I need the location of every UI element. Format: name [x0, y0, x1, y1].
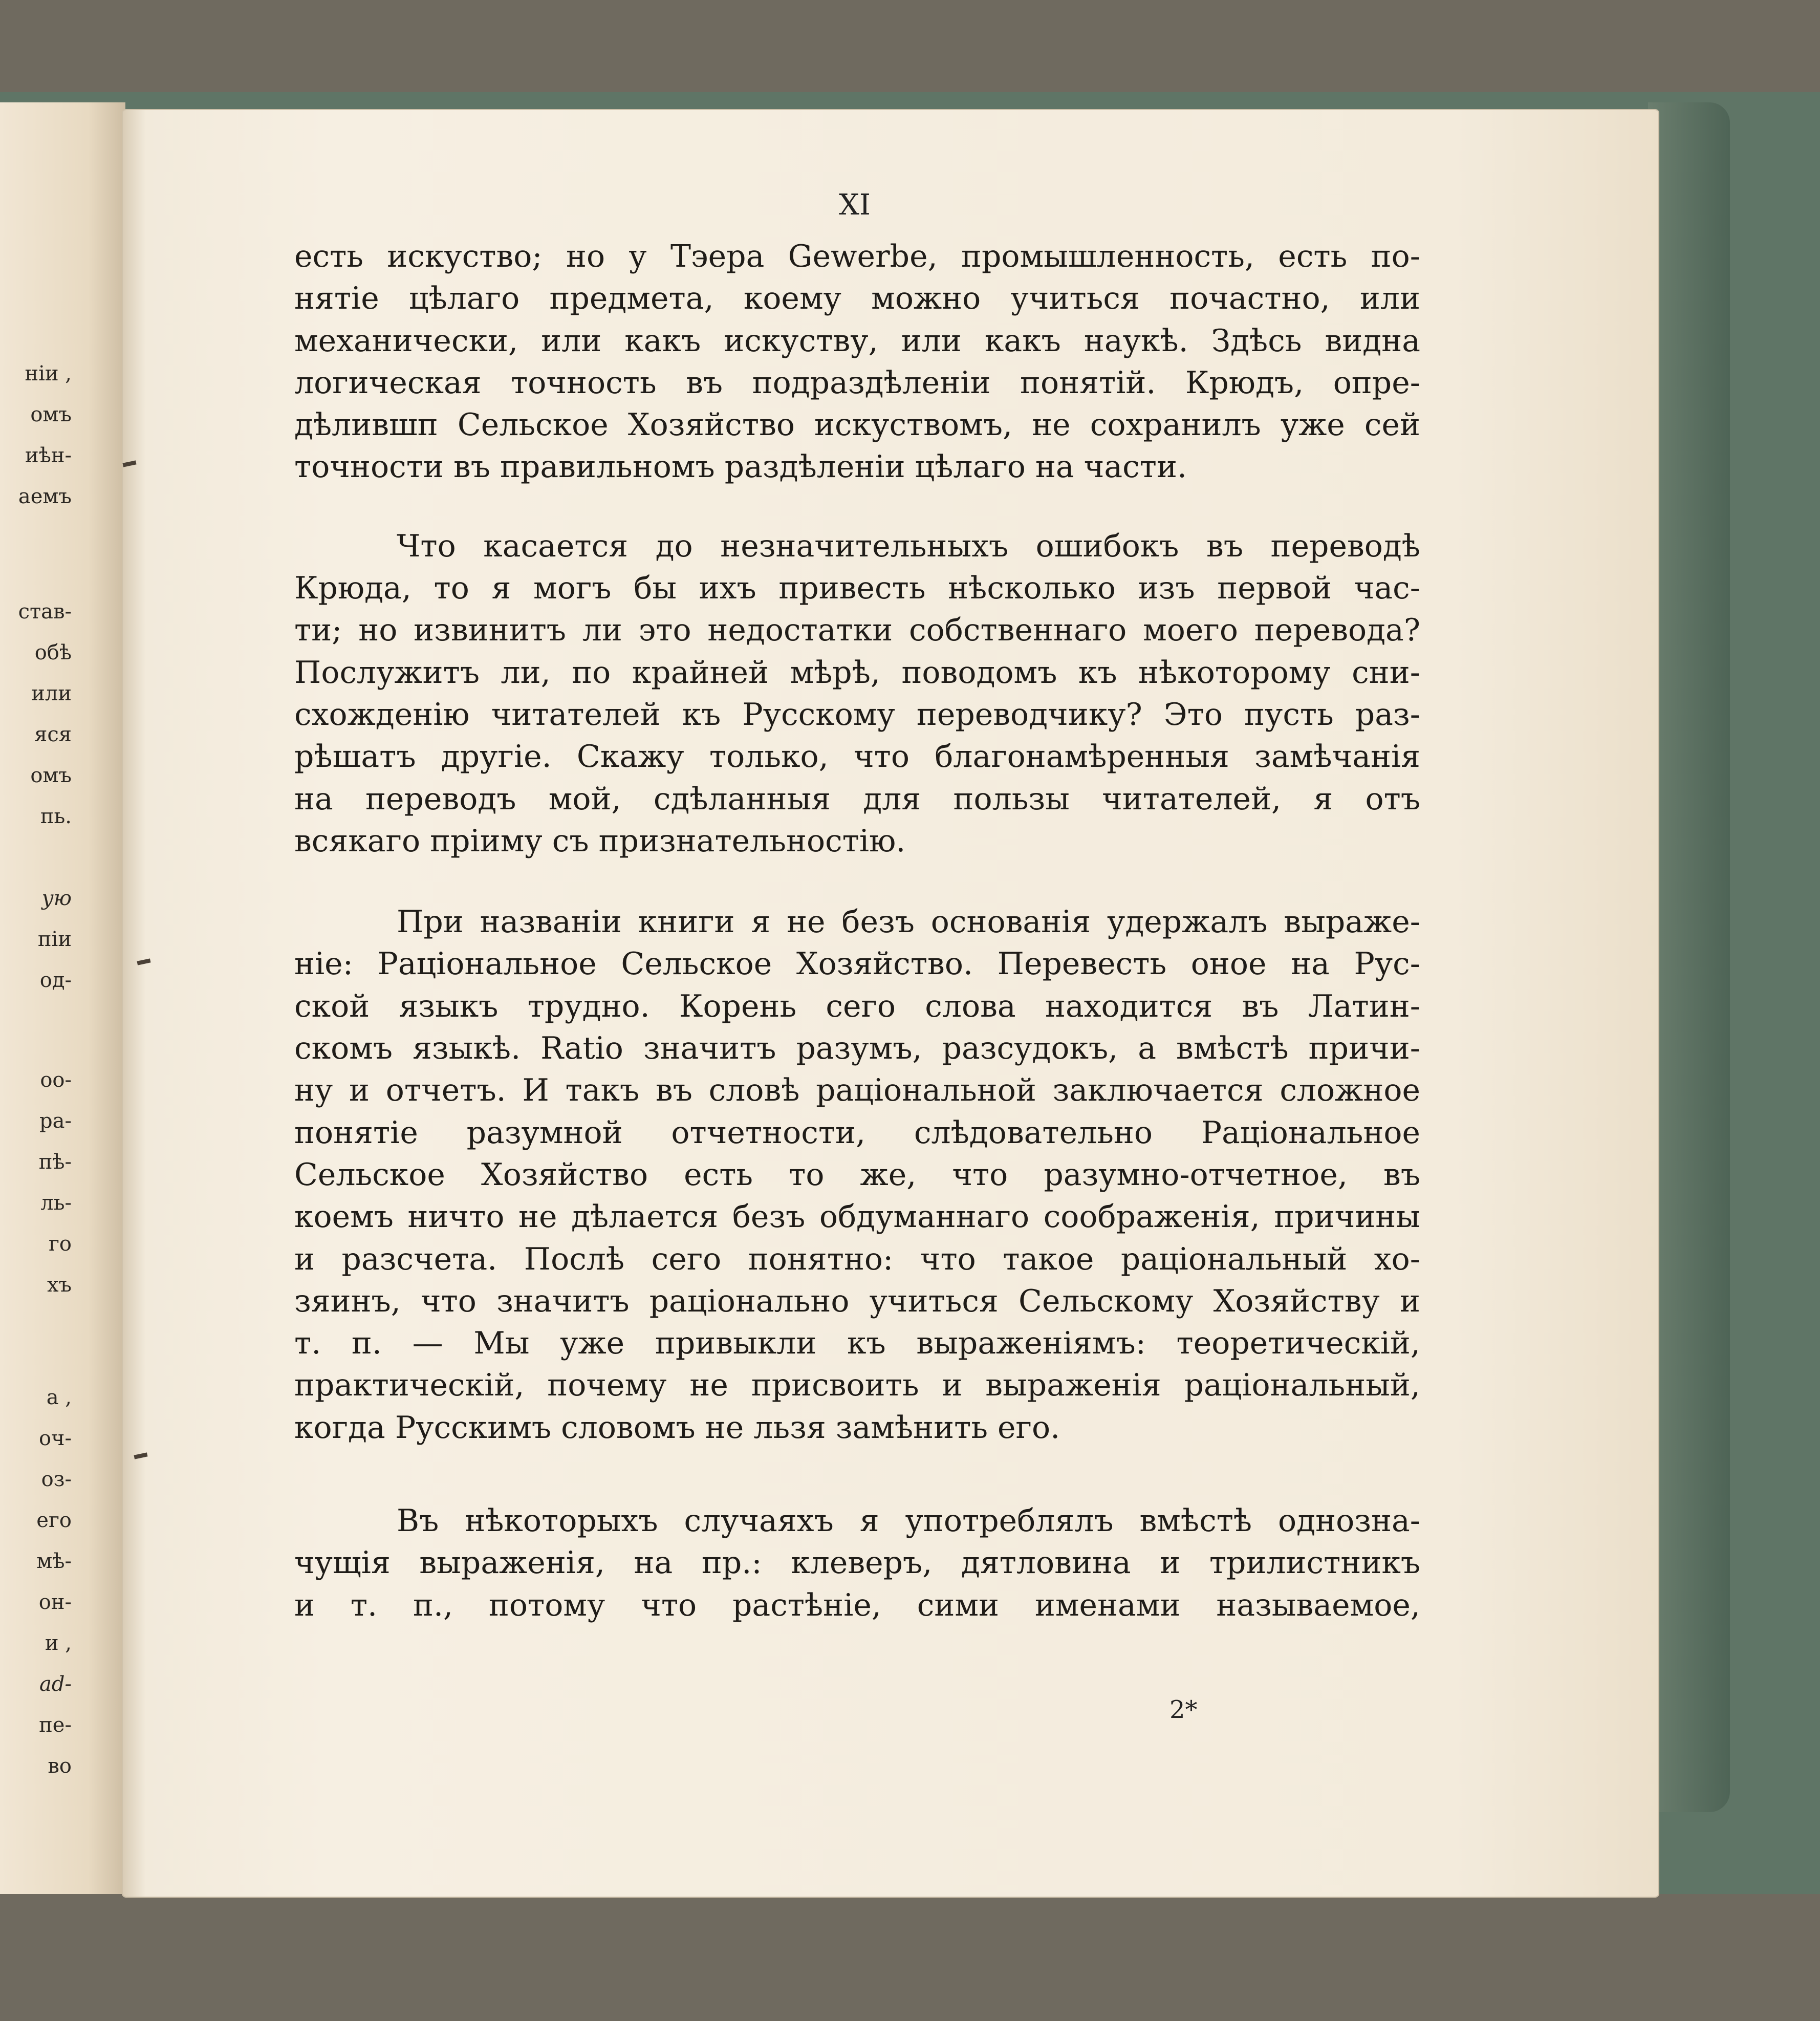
text-line: практическій, почему не присвоить и выраженія раціональный, — [294, 1367, 1420, 1404]
text-line: рѣшатъ другіе. Скажу только, что благонамѣренныя замѣчанія — [294, 739, 1420, 775]
text-line: ской языкъ трудно. Корень сего слова находится въ Латин- — [294, 988, 1420, 1024]
left-page-fragment: а , — [46, 1386, 72, 1409]
text-line: и разсчета. Послѣ сего понятно: что такое раціональный хо- — [294, 1241, 1420, 1277]
left-page-fragment: он- — [38, 1590, 72, 1614]
left-page-fragment: пь. — [40, 805, 72, 828]
left-page-fragment: оз- — [41, 1468, 72, 1491]
text-line: Что касается до незначительныхъ ошибокъ въ переводѣ — [397, 528, 1420, 564]
left-page-fragment: и , — [45, 1631, 72, 1655]
left-page-fragment: пе- — [39, 1713, 72, 1737]
text-line: точности въ правильномъ раздѣленіи цѣлаго на части. — [294, 449, 1187, 485]
left-page-fragment: ую — [41, 887, 72, 910]
left-page-fragment: піи — [37, 928, 72, 951]
text-line: Послужитъ ли, по крайней мѣрѣ, поводомъ къ нѣкоторому сни- — [294, 654, 1420, 691]
left-page-fragment: омъ — [30, 764, 72, 787]
text-line: логическая точность въ подраздѣленіи понятій. Крюдъ, опре- — [294, 364, 1420, 401]
text-line: ну и отчетъ. И такъ въ словѣ раціональной заключается сложное — [294, 1072, 1420, 1109]
left-page-fragment: или — [31, 682, 72, 705]
left-page-fragment: ль- — [40, 1191, 72, 1215]
left-page-fragment: во — [48, 1754, 72, 1778]
text-line: коемъ ничто не дѣлается безъ обдуманнаго соображенія, причины — [294, 1199, 1420, 1235]
left-page-fragment: мѣ- — [36, 1550, 72, 1573]
text-line: зяинъ, что значитъ раціонально учиться Сельскому Хозяйству и — [294, 1283, 1420, 1319]
text-line: на переводъ мой, сдѣланныя для пользы читателей, я отъ — [294, 781, 1420, 817]
text-line: нятіе цѣлаго предмета, коему можно учиться почастно, или — [294, 281, 1420, 317]
left-page-fragment: пѣ- — [38, 1150, 72, 1174]
text-line: всякаго пріиму съ признательностію. — [294, 823, 906, 859]
left-page-fragment: го — [48, 1232, 72, 1256]
text-line: есть искуство; но у Тэера Gewerbe, промышленность, есть по- — [294, 239, 1420, 274]
left-page-fragment: аемъ — [18, 485, 72, 508]
left-page-fragment: яся — [34, 723, 72, 746]
text-line: схожденію читателей къ Русскому переводчику? Это пусть раз- — [294, 696, 1420, 733]
left-page-fragment: иѣн- — [25, 444, 72, 467]
left-page-fragment: оо- — [40, 1068, 72, 1092]
text-line: когда Русскимъ словомъ не льзя замѣнить его. — [294, 1409, 1060, 1446]
text-line: чущія выраженія, на пр.: клеверъ, дятловина и трилистникъ — [294, 1545, 1420, 1581]
signature-mark: 2* — [1169, 1695, 1198, 1724]
page-body — [294, 235, 1420, 1626]
text-line: Въ нѣкоторыхъ случаяхъ я употреблялъ вмѣстѣ однозна- — [397, 1503, 1420, 1539]
paragraph — [294, 1500, 1420, 1626]
text-line: и т. п., потому что растѣніе, сими именами называемое, — [294, 1587, 1420, 1623]
text-line: Крюда, то я могъ бы ихъ привесть нѣсколько изъ первой час- — [294, 570, 1420, 607]
text-line: дѣлившп Сельское Хозяйство искуствомъ, не сохранилъ уже сей — [294, 407, 1420, 443]
paragraph — [294, 235, 1420, 488]
text-line: ніе: Раціональное Сельское Хозяйство. Перевесть оное на Рус- — [294, 946, 1420, 982]
paragraph — [294, 901, 1420, 1449]
text-line: понятіе разумной отчетности, слѣдовательно Раціональное — [294, 1114, 1420, 1151]
text-line: ти; но извинитъ ли это недостатки собственнаго моего перевода? — [294, 612, 1420, 649]
book-cover-edge — [1648, 102, 1730, 1812]
left-page-fragment: ра- — [39, 1109, 72, 1133]
left-page-fragment: од- — [39, 969, 72, 992]
text-line: Сельское Хозяйство есть то же, что разумно-отчетное, въ — [294, 1156, 1420, 1193]
text-line: механически, или какъ искуству, или какъ наукѣ. Здѣсь видна — [294, 322, 1420, 359]
text-line: При названіи книги я не безъ основанія удержалъ выраже- — [397, 904, 1420, 940]
paragraph — [294, 525, 1420, 862]
left-page-fragment: омъ — [30, 403, 72, 426]
left-page-fragment: оч- — [38, 1427, 72, 1450]
left-page-fragment: став- — [18, 600, 72, 624]
left-page-fragment: хъ — [47, 1273, 72, 1297]
left-page-fragment: обѣ — [34, 641, 72, 664]
left-page-fragment: ad- — [39, 1672, 72, 1696]
text-line: т. п. — Мы уже привыкли къ выраженіямъ: теоретическій, — [294, 1325, 1420, 1362]
left-page-fragment: ніи , — [25, 362, 72, 385]
text-line: скомъ языкѣ. Ratio значитъ разумъ, разсудокъ, а вмѣстѣ причи- — [294, 1030, 1420, 1067]
left-page — [0, 102, 125, 1894]
page-number: XI — [839, 188, 871, 222]
left-page-fragment: его — [36, 1509, 72, 1532]
